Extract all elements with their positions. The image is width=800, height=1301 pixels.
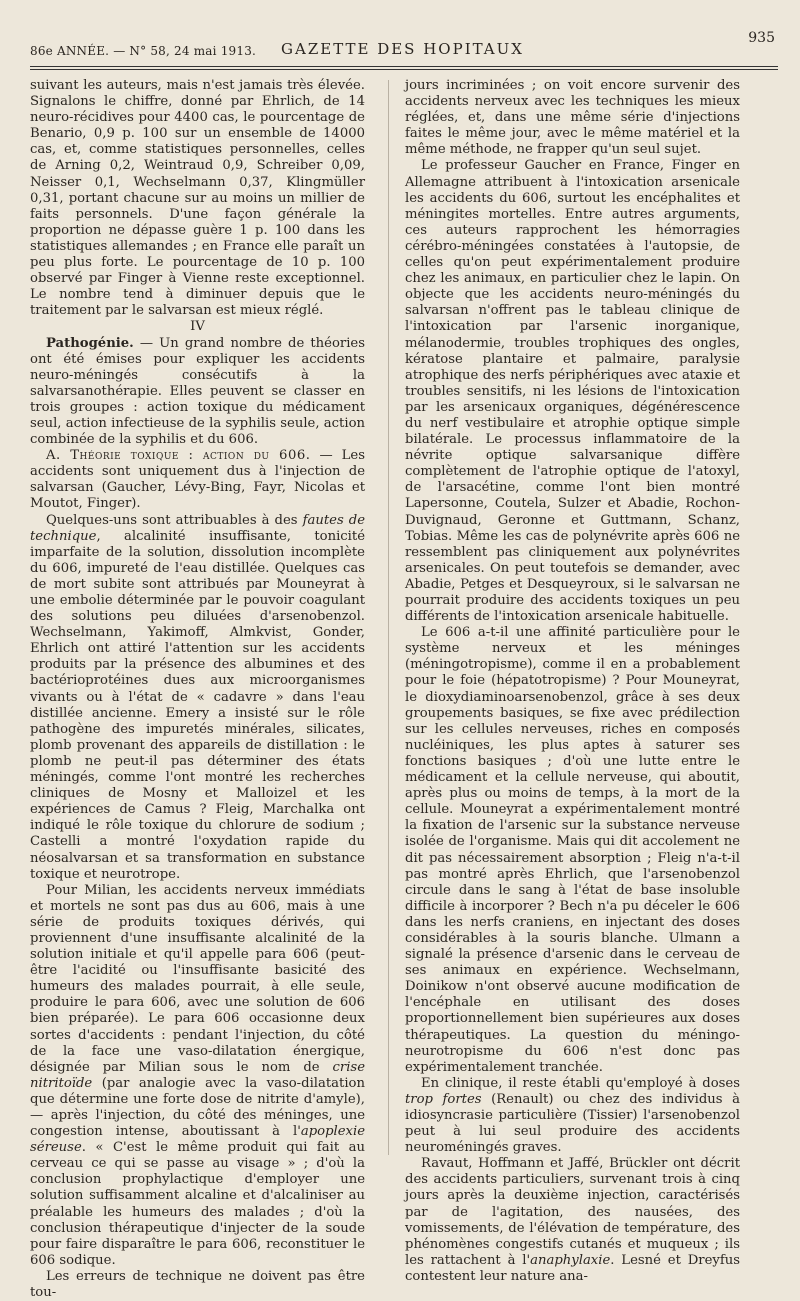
header-rule-bottom [30,69,778,70]
paragraph: Le professeur Gaucher en France, Finger en Allemagne attribuent à l'intoxication arsenicale les accidents du 606, surtout les encéphalites et méningites mortelles. Entre autres arguments, ces auteurs rapprochent les hémorragies cérébro-méningées constatées à l'autopsie, de celles qu'on peut expérimentalement produire chez les animaux, en particulier chez le lapin. On objecte que les accidents neuro-méningés du salvarsan n'offrent pas le tableau clinique de l'intoxication par l'arsenic inorganique, mélanodermie, troubles trophiques des ongles, kératose plantaire et palmaire, paralysie atrophique des nerfs périphériques avec ataxie et troubles sensitifs, ni les lésions de l'intoxication par les arsenicaux organiques, dégénérescence du nerf vestibulaire et atrophie optique simple bilatérale. Le processus inflammatoire de la névrite optique salvarsanique diffère complètement de l'atrophie optique de l'atoxyl, de l'arsacétine, comme l'ont bien montré Lapersonne, Coutela, Sulzer et Abadie, Rochon-Duvignaud, Geronne et Guttmann, Schanz, Tobias. Même les cas de polynévrite après 606 ne ressemblent pas cliniquement aux polynévrites arsenicales. On peut toutefois se demander, avec Abadie, Petges et Desqueyroux, si le salvarsan ne pourrait produire des accidents toxiques un peu différents de l'intoxication arsenicale habituelle. [405,158,740,625]
left-column [30,78,365,1301]
column-divider [388,80,389,1155]
journal-title: GAZETTE DES HOPITAUX [281,40,524,58]
issue-info: 86e ANNÉE. — N° 58, 24 mai 1913. [30,44,257,58]
paragraph: Pathogénie. — Un grand nombre de théories ont été émises pour expliquer les accidents neuro-méningés consécutifs à la salvarsanothérapie. Elles peuvent se classer en trois groupes : action toxique du médicament seul, action infectieuse de la syphilis seule, action combinée de la syphilis et du 606. [30,335,365,448]
paragraph: En clinique, il reste établi qu'employé à doses trop fortes (Renault) ou chez des individus à idiosyncrasie particulière (Tissier) l'arsenobenzol peut à lui seul produire des accidents neuroméningés graves. [405,1075,740,1156]
paragraph: suivant les auteurs, mais n'est jamais très élevée. Signalons le chiffre, donné par Ehrlich, de 14 neuro-récidives pour 4400 cas, le pourcentage de Benario, 0,9 p. 100 sur un ensemble de 14000 cas, et, comme statistiques personnelles, celles de Arning 0,2, Weintraud 0,9, Schreiber 0,09, Neisser 0,1, Wechselmann 0,37, Klingmüller 0,31, portant chacune sur au moins un millier de faits personnels. D'une façon générale la proportion ne dépasse guère 1 p. 100 dans les statistiques allemandes ; en France elle paraît un peu plus forte. Le pourcentage de 10 p. 100 observé par Finger à Vienne reste exceptionnel. Le nombre tend à diminuer depuis que le traitement par le salvarsan est mieux réglé. [30,78,365,319]
header-rule-top [30,66,778,67]
paragraph: Le 606 a-t-il une affinité particulière pour le système nerveux et les méninges (méningotropisme), comme il en a probablement pour le foie (hépatotropisme) ? Pour Mouneyrat, le dioxydiaminoarsenobenzol, grâce à ses deux groupements basiques, se fixe avec prédilection sur les cellules nerveuses, riches en composés nucléiniques, les plus aptes à saturer ses fonctions basiques ; d'où une lutte entre le médicament et la cellule nerveuse, qui aboutit, après plus ou moins de temps, à la mort de la cellule. Mouneyrat a expérimentalement montré la fixation de l'arsenic sur la substance nerveuse isolée de l'organisme. Mais qui dit accolement ne dit pas nécessairement absorption ; Fleig n'a-t-il pas montré après Ehrlich, que l'arsenobenzol circule dans le sang à l'état de base insoluble difficile à incorporer ? Bech n'a pu déceler le 606 dans les nerfs craniens, en injectant des doses considérables à la souris blanche. Ulmann a signalé la présence d'arsenic dans le cerveau de ses animaux en expérience. Wechselmann, Doinikow n'ont observé aucune modification de l'encéphale en utilisant des doses proportionnellement bien supérieures aux doses thérapeutiques. La question du méningo-neurotropisme du 606 n'est donc pas expérimentalement tranchée. [405,625,740,1075]
paragraph: jours incriminées ; on voit encore survenir des accidents nerveux avec les techniques les mieux réglées, et, dans une même série d'injections faites le même jour, avec le même matériel et la même méthode, ne frapper qu'un seul sujet. [405,78,740,158]
paragraph: Pour Milian, les accidents nerveux immédiats et mortels ne sont pas dus au 606, mais à une série de produits toxiques dérivés, qui proviennent d'une insuffisante alcalinité de la solution initiale et qu'il appelle para 606 (peut-être l'acidité ou l'insuffisante basicité des humeurs des malades pourrait, à elle seule, produire le para 606, avec une solution de 606 bien préparée). Le para 606 occasionne deux sortes d'accidents : pendant l'injection, du côté de la face une vaso-dilatation énergique, désignée par Milian sous le nom de crise nitritoïde (par analogie avec la vaso-dilatation que détermine une forte dose de nitrite d'amyle), — après l'injection, du côté des méninges, une congestion intense, aboutissant à l'apoplexie séreuse. « C'est le même produit qui fait au cerveau ce qui se passe au visage » ; d'où la conclusion prophylactique d'employer une solution suffisamment alcaline et d'alcaliniser au préalable les humeurs des malades ; d'où la conclusion thérapeutique d'injecter de la soude pour faire disparaître le para 606, reconstituer le 606 sodique. [30,882,365,1268]
paragraph: Quelques-uns sont attribuables à des fautes de technique, alcalinité insuffisante, tonicité imparfaite de la solution, dissolution incomplète du 606, impureté de l'eau distillée. Quelques cas de mort subite sont attribués par Mouneyrat à une embolie déterminée par le pouvoir coagulant des solutions peu diluées d'arsenobenzol. Wechselmann, Yakimoff, Almkvist, Gonder, Ehrlich ont attiré l'attention sur les accidents produits par la présence des albumines et des bactérioprotéines dues aux microorganismes vivants ou à l'état de « cadavre » dans l'eau distillée ancienne. Emery a insisté sur le rôle pathogène des impuretés minérales, silicates, plomb provenant des appareils de distillation : le plomb ne peut-il pas déterminer des états méningés, comme l'ont montré les recherches cliniques de Mosny et Malloizel et les expériences de Camus ? Fleig, Marchalka ont indiqué le rôle toxique du chlorure de sodium ; Castelli a montré l'oxydation rapide du néosalvarsan et sa transformation en substance toxique et neurotrope. [30,512,365,882]
page-header [30,30,775,64]
paragraph: Ravaut, Hoffmann et Jaffé, Brückler ont décrit des accidents particuliers, survenant trois à cinq jours après la deuxième injection, caractérisés par de l'agitation, des nausées, des vomissements, de l'élévation de température, des phénomènes congestifs cutanés et muqueux ; ils les rattachent à l'anaphylaxie. Lesné et Dreyfus contestent leur nature ana- [405,1156,740,1284]
right-column [405,78,740,1285]
section-heading: Pathogénie. [46,335,134,351]
subsection-heading: A. Théorie toxique : action du 606. [46,448,311,464]
paragraph: Les erreurs de technique ne doivent pas être tou- [30,1268,365,1301]
paragraph: A. Théorie toxique : action du 606. — Les accidents sont uniquement dus à l'injection de salvarsan (Gaucher, Lévy-Bing, Fayr, Nicolas et Moutot, Finger). [30,448,365,512]
section-number: IV [190,319,205,335]
page-number: 935 [748,30,775,46]
